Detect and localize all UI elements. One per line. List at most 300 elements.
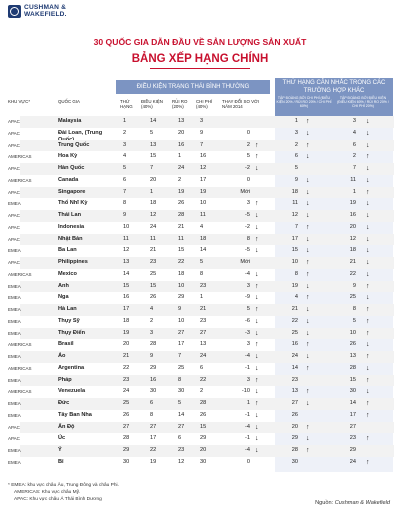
row-cond: 2 (150, 317, 154, 324)
change-arrow-up-icon: ↑ (255, 400, 259, 407)
row-region: APAC (8, 436, 20, 442)
row-region: EMEA (8, 201, 21, 207)
row-rank: 4 (123, 153, 127, 160)
row-rank: 11 (123, 235, 129, 242)
row-country: Indonesia (58, 223, 85, 230)
row-country: Thụy Sỹ (58, 317, 80, 324)
row-alt1: 7 (294, 223, 298, 230)
row-rank: 13 (123, 259, 130, 265)
row-alt2: 15 (349, 376, 356, 383)
row-rank: 20 (123, 341, 130, 348)
row-alt1: 9 (294, 176, 298, 183)
change-arrow-up-icon: ↑ (255, 376, 259, 384)
row-alt2: 24 (349, 458, 356, 465)
alt2-arrow-up-icon: ↑ (366, 376, 370, 384)
row-rank: 9 (123, 212, 127, 218)
row-rank: 26 (123, 411, 130, 418)
row-cost: 15 (200, 423, 207, 430)
row-alt1: 3 (294, 129, 298, 136)
row-cond: 1 (150, 188, 154, 195)
row-alt2: 19 (349, 200, 356, 207)
row-risk: 23 (178, 447, 185, 453)
row-region: EMEA (8, 448, 21, 453)
row-risk: 24 (178, 165, 185, 171)
row-rank: 27 (123, 423, 130, 430)
row-cond: 14 (150, 118, 157, 124)
row-alt1: 23 (291, 376, 298, 383)
change-arrow-up-icon: ↑ (255, 306, 259, 313)
row-change: 0 (246, 458, 250, 465)
alt2-arrow-up-icon: ↑ (366, 306, 370, 313)
row-region: AMERICAS (8, 271, 32, 277)
row-rank: 29 (123, 447, 130, 453)
row-change: 2 (246, 141, 250, 148)
row-cond: 24 (150, 223, 157, 230)
row-region: APAC (8, 424, 20, 430)
row-alt2: 26 (349, 341, 356, 348)
row-country: Nga (58, 294, 69, 301)
alt2-arrow-down-icon: ↓ (366, 176, 370, 184)
row-alt2: 16 (349, 212, 356, 218)
alt2-arrow-down-icon: ↓ (366, 200, 370, 208)
alt2-arrow-down-icon: ↓ (366, 341, 370, 349)
row-region: EMEA (8, 307, 21, 312)
row-region: APAC (8, 224, 20, 230)
row-region: APAC (8, 189, 20, 195)
row-cond: 8 (150, 411, 154, 418)
alt1-arrow-up-icon: ↑ (306, 341, 310, 349)
row-region: AMERICAS (8, 177, 32, 183)
row-country: Bỉ (58, 458, 64, 465)
row-alt1: 21 (291, 306, 298, 312)
row-country: Áo (58, 353, 66, 359)
row-rank: 3 (123, 141, 127, 148)
row-change: -4 (245, 270, 250, 277)
row-alt1: 26 (291, 411, 298, 418)
row-risk: 11 (178, 235, 184, 242)
alt2-arrow-down-icon: ↓ (366, 235, 370, 243)
footnote-apac: APAC: Khu vực châu Á Thái Bình Dương (14, 497, 102, 502)
row-country: Brasil (58, 341, 74, 348)
row-cond: 20 (150, 176, 157, 183)
row-alt1: 29 (291, 435, 298, 442)
row-country: Hà Lan (58, 306, 77, 312)
row-country: Mexico (58, 270, 77, 277)
row-cond: 22 (150, 447, 157, 453)
row-country: Tây Ban Nha (58, 411, 92, 418)
row-region: EMEA (8, 283, 21, 289)
alt1-arrow-up-icon: ↑ (306, 447, 310, 454)
row-risk: 12 (178, 458, 185, 465)
row-change: -10 (241, 388, 250, 395)
alt2-arrow-up-icon: ↑ (366, 282, 370, 290)
row-cond: 28 (150, 341, 157, 348)
row-cost: 30 (200, 458, 207, 465)
row-country: Singapore (58, 188, 86, 195)
row-cost: 11 (200, 212, 206, 218)
change-arrow-down-icon: ↓ (255, 364, 259, 372)
row-alt1: 2 (294, 141, 298, 148)
row-change: -1 (245, 411, 250, 418)
row-country: Ý (58, 447, 62, 453)
row-cost: 5 (200, 259, 204, 265)
row-change: -1 (245, 435, 250, 442)
alt1-arrow-up-icon: ↑ (306, 423, 310, 431)
row-cost: 6 (200, 364, 204, 371)
row-cond: 15 (150, 282, 157, 289)
row-country: Hoa Kỳ (58, 153, 78, 160)
row-alt1: 1 (294, 118, 298, 124)
row-change: 0 (246, 129, 250, 136)
row-change: 5 (246, 306, 250, 312)
row-cond: 5 (150, 129, 154, 136)
alt2-arrow-down-icon: ↓ (366, 118, 370, 125)
row-alt2: 4 (352, 129, 356, 136)
row-change: 3 (246, 200, 250, 207)
row-risk: 27 (178, 329, 185, 336)
row-cost: 24 (200, 353, 207, 359)
row-region: AMERICAS (8, 389, 32, 395)
col-header-change: THAY ĐỔI SO VỚI NĂM 2014 (222, 99, 260, 109)
row-cond: 11 (150, 235, 156, 242)
row-region: APAC (8, 130, 20, 136)
row-risk: 21 (178, 223, 185, 230)
row-region: EMEA (8, 412, 21, 418)
row-alt1: 12 (291, 212, 298, 218)
row-cost: 4 (200, 223, 204, 230)
row-cost: 22 (200, 376, 207, 383)
alt1-arrow-up-icon: ↑ (306, 270, 310, 278)
change-arrow-up-icon: ↑ (255, 282, 259, 290)
row-risk: 16 (178, 141, 185, 148)
row-alt2: 6 (352, 141, 356, 148)
alt2-arrow-up-icon: ↑ (366, 411, 370, 419)
row-rank: 22 (123, 364, 130, 371)
row-region: EMEA (8, 401, 21, 406)
row-rank: 5 (123, 165, 127, 171)
change-arrow-down-icon: ↓ (255, 270, 259, 278)
change-arrow-down-icon: ↓ (255, 165, 259, 172)
row-alt1: 19 (291, 282, 298, 289)
row-rank: 21 (123, 353, 130, 359)
row-risk: 10 (178, 317, 185, 324)
row-rank: 28 (123, 435, 130, 442)
row-risk: 6 (178, 435, 182, 442)
change-arrow-down-icon: ↓ (255, 247, 259, 255)
row-country: Pháp (58, 376, 72, 383)
row-change: 3 (246, 341, 250, 348)
row-country: Anh (58, 282, 69, 289)
row-alt1: 5 (294, 165, 298, 171)
change-arrow-down-icon: ↓ (255, 212, 259, 219)
alt2-arrow-down-icon: ↓ (366, 294, 370, 302)
alt1-arrow-up-icon: ↑ (306, 259, 310, 266)
group-header-main: ĐIỀU KIỆN TRẠNG THÁI BÌNH THƯỜNG (116, 80, 270, 94)
alt2-arrow-up-icon: ↑ (366, 153, 370, 161)
row-risk: 15 (178, 247, 185, 254)
row-alt1: 10 (291, 259, 298, 265)
row-change: -4 (245, 423, 250, 430)
alt1-arrow-down-icon: ↓ (306, 129, 310, 137)
alt1-arrow-down-icon: ↓ (306, 353, 310, 360)
row-cost: 3 (200, 118, 204, 124)
alt1-arrow-up-icon: ↑ (306, 223, 310, 231)
row-region: AMERICAS (8, 365, 32, 371)
row-cost: 2 (200, 388, 204, 395)
row-alt2: 14 (349, 400, 356, 406)
row-cond: 4 (150, 306, 154, 312)
row-alt2: 28 (349, 364, 356, 371)
row-rank: 19 (123, 329, 130, 336)
row-rank: 23 (123, 376, 130, 383)
alt1-arrow-up-icon: ↑ (306, 364, 310, 372)
row-change: 5 (246, 153, 250, 160)
change-arrow-down-icon: ↓ (255, 353, 259, 360)
row-alt1: 8 (294, 270, 298, 277)
change-arrow-down-icon: ↓ (255, 411, 259, 419)
alt2-arrow-down-icon: ↓ (366, 212, 370, 219)
row-cond: 16 (150, 376, 157, 383)
col-header-cond: ĐIỀU KIỆN (40%) (141, 99, 163, 109)
alt2-arrow-down-icon: ↓ (366, 259, 370, 266)
alt1-arrow-down-icon: ↓ (306, 435, 310, 443)
change-arrow-down-icon: ↓ (255, 423, 259, 431)
row-alt1: 18 (291, 188, 298, 195)
row-alt2: 30 (349, 388, 356, 395)
alt1-arrow-up-icon: ↑ (306, 118, 310, 125)
row-cond: 12 (150, 212, 157, 218)
alt1-arrow-down-icon: ↓ (306, 176, 310, 184)
row-alt2: 22 (349, 270, 356, 277)
alt1-arrow-down-icon: ↓ (306, 212, 310, 219)
row-region: EMEA (8, 318, 21, 324)
row-cond: 25 (150, 270, 157, 277)
col-header-country: QUỐC GIA (58, 99, 80, 104)
row-risk: 27 (178, 423, 185, 430)
row-risk: 20 (178, 129, 185, 136)
row-change: -2 (245, 223, 250, 230)
footnote-americas: AMERICAS: Khu vực châu Mỹ. (14, 490, 81, 495)
row-alt1: 13 (291, 388, 298, 395)
row-alt2: 17 (349, 411, 356, 418)
row-rank: 25 (123, 400, 130, 406)
row-country: Thổ Nhĩ Kỳ (58, 200, 88, 207)
col-header-cost: CHI PHÍ (40%) (196, 99, 213, 109)
row-rank: 10 (123, 223, 130, 230)
row-cost: 1 (200, 294, 204, 301)
row-rank: 18 (123, 317, 130, 324)
alt2-arrow-down-icon: ↓ (366, 141, 370, 149)
row-cond: 6 (150, 400, 154, 406)
row-alt2: 27 (349, 423, 356, 430)
row-alt2: 2 (352, 153, 356, 160)
row-change: -5 (245, 212, 250, 218)
row-alt2: 18 (349, 247, 356, 254)
row-alt2: 29 (349, 447, 356, 453)
row-rank: 2 (123, 129, 127, 136)
row-cost: 18 (200, 235, 207, 242)
col-header-risk: RỦI RO (20%) (172, 99, 188, 109)
row-alt2: 9 (352, 282, 356, 289)
row-cost: 13 (200, 341, 207, 348)
row-cost: 7 (200, 141, 204, 148)
row-cond: 21 (150, 247, 157, 254)
row-risk: 30 (178, 388, 185, 395)
row-risk: 2 (178, 176, 182, 183)
change-arrow-down-icon: ↓ (255, 435, 259, 443)
row-cond: 17 (150, 435, 157, 442)
row-alt1: 16 (291, 341, 298, 348)
row-alt2: 23 (349, 435, 356, 442)
col-header-alt2: TẬP ĐOÀNG BỞI ĐIỀU KIỆN (ĐIỀU KIỆN 60% / RỦI RO 20% / CHI PHÍ 20%) (337, 96, 389, 109)
alt2-arrow-up-icon: ↑ (366, 188, 370, 196)
row-region: AMERICAS (8, 154, 32, 160)
group-header-right: THỨ HẠNG CÂN NHẮC TRONG CÁC TRƯỜNG HỢP KHÁC (275, 78, 393, 117)
row-alt1: 30 (291, 458, 298, 465)
alt2-arrow-down-icon: ↓ (366, 364, 370, 372)
row-change: -4 (245, 353, 250, 359)
alt1-arrow-up-icon: ↑ (306, 294, 310, 302)
alt1-arrow-down-icon: ↓ (306, 317, 310, 325)
row-cost: 23 (200, 282, 207, 289)
row-country: Argentina (58, 364, 85, 371)
change-arrow-up-icon: ↑ (255, 153, 259, 161)
row-country: Nhật Bản (58, 235, 83, 242)
alt1-arrow-down-icon: ↓ (306, 400, 310, 407)
row-cond: 23 (150, 259, 157, 265)
alt2-arrow-down-icon: ↓ (366, 270, 370, 278)
row-change: 3 (246, 282, 250, 289)
alt2-arrow-up-icon: ↑ (366, 353, 370, 360)
row-country: Canada (58, 176, 79, 183)
row-alt1: 20 (291, 423, 298, 430)
row-rank: 15 (123, 282, 130, 289)
row-alt2: 3 (352, 118, 356, 124)
row-risk: 25 (178, 364, 185, 371)
row-rank: 30 (123, 458, 130, 465)
row-risk: 8 (178, 376, 182, 383)
row-country: Hàn Quốc (58, 165, 85, 171)
row-region: APAC (8, 236, 20, 242)
row-risk: 19 (178, 188, 185, 195)
row-cost: 27 (200, 329, 207, 336)
row-cost: 20 (200, 447, 207, 453)
row-cond: 26 (150, 294, 157, 301)
alt2-arrow-down-icon: ↓ (366, 388, 370, 396)
row-region: AMERICAS (8, 342, 32, 348)
row-change: Mới (240, 188, 250, 195)
row-cost: 16 (200, 153, 207, 160)
row-rank: 8 (123, 200, 127, 207)
row-alt1: 17 (291, 235, 298, 242)
row-alt1: 6 (294, 153, 298, 160)
row-change: Mới (240, 259, 250, 265)
row-country: Malaysia (58, 118, 82, 124)
alt1-arrow-down-icon: ↓ (306, 247, 310, 255)
alt2-arrow-up-icon: ↑ (366, 400, 370, 407)
alt2-arrow-up-icon: ↑ (366, 458, 370, 466)
row-alt2: 8 (352, 306, 356, 312)
change-arrow-up-icon: ↑ (255, 341, 259, 349)
footnote-emea: * EMEA: khu vực châu Âu, Trung Đông và châu Phi. (8, 483, 119, 488)
row-rank: 1 (123, 118, 127, 124)
alt2-arrow-down-icon: ↓ (366, 129, 370, 137)
row-risk: 18 (178, 270, 185, 277)
row-alt2: 21 (349, 259, 356, 265)
change-arrow-down-icon: ↓ (255, 447, 259, 454)
row-region: EMEA (8, 354, 21, 359)
row-country: Thụy Điển (58, 329, 86, 336)
row-cond: 7 (150, 165, 154, 171)
row-region: EMEA (8, 459, 21, 465)
subtitle-underline (150, 68, 250, 69)
row-alt1: 4 (294, 294, 298, 301)
alt1-arrow-down-icon: ↓ (306, 282, 310, 290)
row-alt1: 27 (291, 400, 298, 406)
row-cost: 14 (200, 247, 207, 254)
row-alt2: 13 (349, 353, 356, 359)
row-change: 8 (246, 235, 250, 242)
row-risk: 7 (178, 353, 182, 359)
row-cond: 29 (150, 364, 157, 371)
row-alt2: 12 (349, 235, 356, 242)
alt1-arrow-down-icon: ↓ (306, 235, 310, 243)
row-alt2: 25 (349, 294, 356, 301)
row-rank: 16 (123, 294, 130, 301)
row-alt2: 5 (352, 317, 356, 324)
change-arrow-down-icon: ↓ (255, 223, 259, 231)
row-country: Đức (58, 400, 70, 406)
change-arrow-down-icon: ↓ (255, 388, 259, 396)
change-arrow-down-icon: ↓ (255, 317, 259, 325)
row-risk: 1 (178, 153, 182, 160)
row-change: 0 (246, 176, 250, 183)
alt2-arrow-down-icon: ↓ (366, 223, 370, 231)
source-note: Nguồn: Cushman & Wakefield (315, 500, 390, 506)
row-alt1: 28 (291, 447, 298, 453)
alt1-arrow-down-icon: ↓ (306, 153, 310, 161)
row-change: -6 (245, 317, 250, 324)
row-alt2: 20 (349, 223, 356, 230)
alt1-arrow-down-icon: ↓ (306, 306, 310, 313)
row-change: -9 (245, 294, 250, 301)
row-region: APAC (8, 119, 20, 124)
row-cond: 19 (150, 458, 157, 465)
row-country: Trung Quốc (58, 141, 90, 148)
row-alt2: 10 (349, 329, 356, 336)
row-change: 3 (246, 376, 250, 383)
row-cost: 12 (200, 165, 207, 171)
change-arrow-up-icon: ↑ (255, 235, 259, 243)
row-cost: 26 (200, 411, 207, 418)
change-arrow-down-icon: ↓ (255, 329, 259, 337)
alt1-arrow-up-icon: ↑ (306, 141, 310, 149)
row-alt2: 7 (352, 165, 356, 171)
row-cost: 19 (200, 188, 207, 195)
row-country: Ấn Độ (58, 423, 75, 430)
row-alt1: 24 (291, 353, 298, 359)
logo-text: CUSHMAN & WAKEFIELD. (24, 4, 67, 18)
row-rank: 6 (123, 176, 127, 183)
row-alt1: 11 (292, 200, 298, 207)
row-alt2: 11 (350, 176, 356, 183)
change-arrow-up-icon: ↑ (255, 200, 259, 208)
alt2-arrow-down-icon: ↓ (366, 247, 370, 255)
row-region: APAC (8, 142, 20, 148)
row-risk: 17 (178, 341, 185, 348)
row-region: EMEA (8, 330, 21, 336)
row-region: APAC (8, 213, 20, 218)
